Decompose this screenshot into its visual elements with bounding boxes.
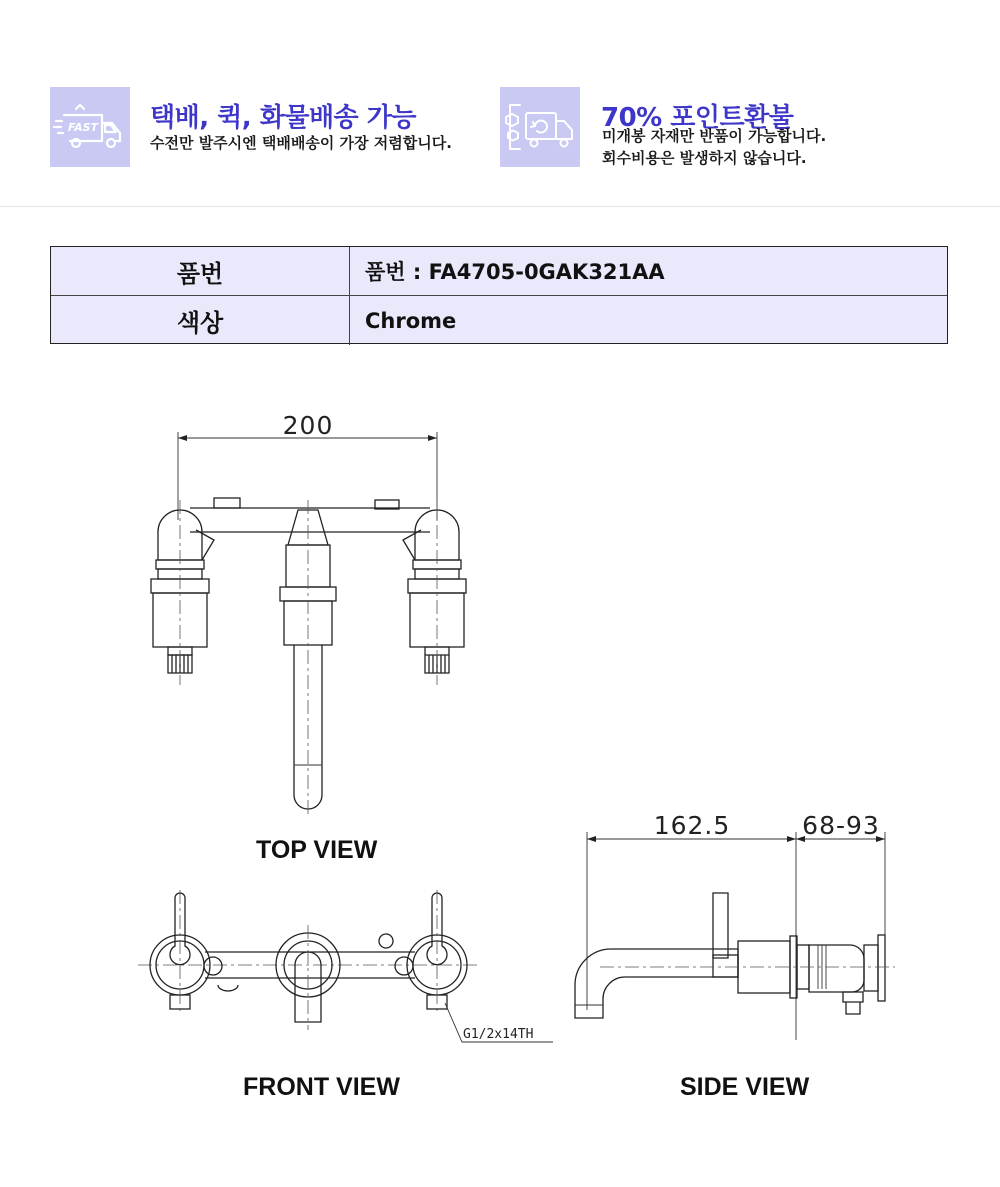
front-view-drawing xyxy=(138,890,553,1042)
spec-value: 품번 : FA4705-0GAK321AA xyxy=(365,260,665,284)
spec-label: 품번 xyxy=(51,247,350,295)
top-view-label: TOP VIEW xyxy=(256,836,378,864)
spec-value: Chrome xyxy=(365,308,457,333)
top-view-dimension: 200 xyxy=(282,411,334,440)
feature-desc-line: 회수비용은 발생하지 않습니다. xyxy=(602,149,807,167)
side-view-dimension-wall: 68-93 xyxy=(802,811,880,840)
side-view-label: SIDE VIEW xyxy=(680,1073,810,1101)
feature-desc-line: 수전만 발주시엔 택배배송이 가장 저렴합니다. xyxy=(150,134,452,152)
feature-desc-line: 미개봉 자재만 반품이 가능합니다. xyxy=(602,127,827,145)
feature-title: 택배, 퀵, 화물배송 가능 xyxy=(150,103,416,133)
side-view-dimension-depth: 162.5 xyxy=(653,811,731,840)
feature-title: 70% 포인트환불 xyxy=(601,103,794,133)
side-view-drawing xyxy=(575,811,895,1040)
svg-text:FAST: FAST xyxy=(67,121,99,134)
front-view-label: FRONT VIEW xyxy=(243,1073,400,1101)
front-view-thread-label: G1/2x14TH xyxy=(463,1027,534,1042)
spec-label: 색상 xyxy=(51,296,350,345)
top-view-drawing xyxy=(151,411,466,815)
